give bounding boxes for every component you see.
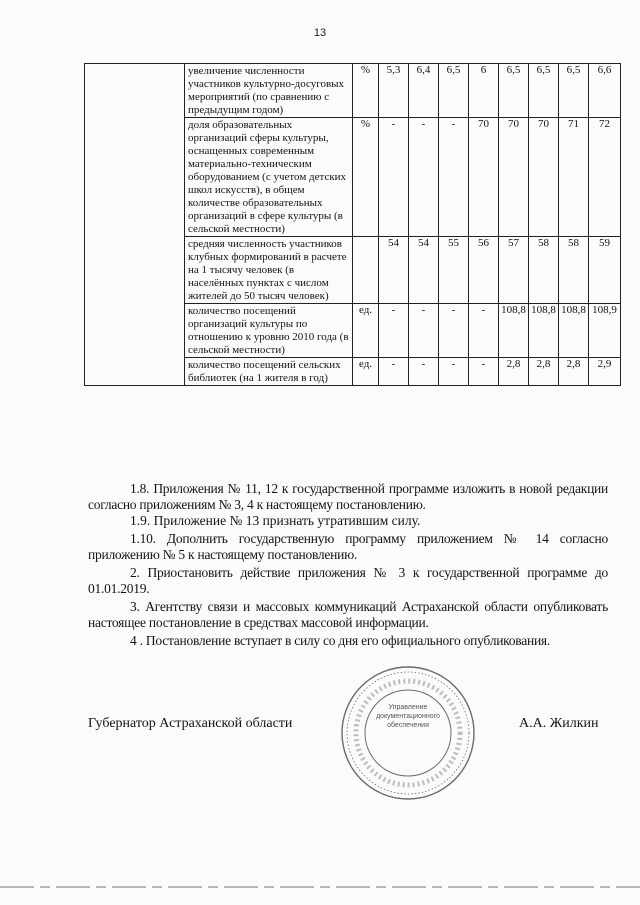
value-cell: 6 xyxy=(469,64,499,118)
paragraph-1-8: 1.8. Приложения № 11, 12 к государственной программе изложить в новой редакции согласно приложениям № 3, 4 к настоящему постановлению. xyxy=(88,481,608,512)
unit-cell: ед. xyxy=(353,304,379,358)
value-cell: 108,8 xyxy=(499,304,529,358)
official-seal xyxy=(338,663,478,803)
value-cell: 70 xyxy=(529,118,559,237)
value-cell: 108,8 xyxy=(529,304,559,358)
paragraph-2: 2. Приостановить действие приложения № 3 к государственной программе до 01.01.2019. xyxy=(88,565,608,596)
value-cell: 6,5 xyxy=(499,64,529,118)
value-cell: - xyxy=(439,304,469,358)
value-cell: 56 xyxy=(469,237,499,304)
signature-name: А.А. Жилкин xyxy=(519,716,599,731)
value-cell: 54 xyxy=(379,237,409,304)
indicator-cell: средняя численность участников клубных формирований в расчете на 1 тысячу человек (в населённых пунктах с числом жителей до 50 тысяч человек) xyxy=(185,237,353,304)
value-cell: 2,8 xyxy=(529,358,559,386)
value-cell: 70 xyxy=(469,118,499,237)
value-cell: - xyxy=(439,118,469,237)
value-cell: 6,5 xyxy=(529,64,559,118)
unit-cell: ед. xyxy=(353,358,379,386)
value-cell: 2,9 xyxy=(589,358,621,386)
value-cell: 72 xyxy=(589,118,621,237)
value-cell: - xyxy=(409,358,439,386)
value-cell: 108,8 xyxy=(559,304,589,358)
paragraph-4: 4 . Постановление вступает в силу со дня его официального опубликования. xyxy=(130,633,551,648)
value-cell: - xyxy=(379,358,409,386)
value-cell: 5,3 xyxy=(379,64,409,118)
value-cell: 108,9 xyxy=(589,304,621,358)
value-cell: 2,8 xyxy=(499,358,529,386)
value-cell: 6,6 xyxy=(589,64,621,118)
indicators-table xyxy=(84,63,621,386)
value-cell: 2,8 xyxy=(559,358,589,386)
unit-cell xyxy=(353,237,379,304)
value-cell: 6,4 xyxy=(409,64,439,118)
value-cell: - xyxy=(409,304,439,358)
value-cell: 6,5 xyxy=(559,64,589,118)
value-cell: - xyxy=(409,118,439,237)
indicator-cell: количество посещений организаций культуры по отношению к уровню 2010 года (в сельской местности) xyxy=(185,304,353,358)
seal-label: Управление документационного обеспечения xyxy=(376,704,440,729)
value-cell: 59 xyxy=(589,237,621,304)
signature-position: Губернатор Астраханской области xyxy=(88,716,293,731)
value-cell: 58 xyxy=(559,237,589,304)
paragraph-1-9: 1.9. Приложение № 13 признать утратившим силу. xyxy=(130,513,421,528)
value-cell: 55 xyxy=(439,237,469,304)
value-cell: 57 xyxy=(499,237,529,304)
value-cell: - xyxy=(379,118,409,237)
indicator-cell: увеличение численности участников культурно-досуговых мероприятий (по сравнению с предыдущим годом) xyxy=(185,64,353,118)
indicator-cell: доля образовательных организаций сферы культуры, оснащенных современным материально-техническим оборудованием (с учетом детских школ искусств), в общем количестве образовательных организаций в сфере культуры (в сельской местности) xyxy=(185,118,353,237)
unit-cell: % xyxy=(353,118,379,237)
paragraph-3: 3. Агентству связи и массовых коммуникаций Астраханской области опубликовать настоящее постановление в средствах массовой информации. xyxy=(88,599,608,630)
unit-cell: % xyxy=(353,64,379,118)
value-cell: - xyxy=(469,304,499,358)
indicator-cell: количество посещений сельских библиотек (на 1 жителя в год) xyxy=(185,358,353,386)
value-cell: 58 xyxy=(529,237,559,304)
value-cell: 71 xyxy=(559,118,589,237)
value-cell: 70 xyxy=(499,118,529,237)
paragraph-1-10: 1.10. Дополнить государственную программу приложением № 14 согласно приложению № 5 к настоящему постановлению. xyxy=(88,531,608,562)
value-cell: 54 xyxy=(409,237,439,304)
page-number: 13 xyxy=(313,27,327,39)
value-cell: - xyxy=(439,358,469,386)
table-row xyxy=(85,64,621,118)
value-cell: - xyxy=(469,358,499,386)
bottom-edge-line xyxy=(0,884,640,890)
value-cell: - xyxy=(379,304,409,358)
empty-first-column xyxy=(85,64,185,386)
value-cell: 6,5 xyxy=(439,64,469,118)
